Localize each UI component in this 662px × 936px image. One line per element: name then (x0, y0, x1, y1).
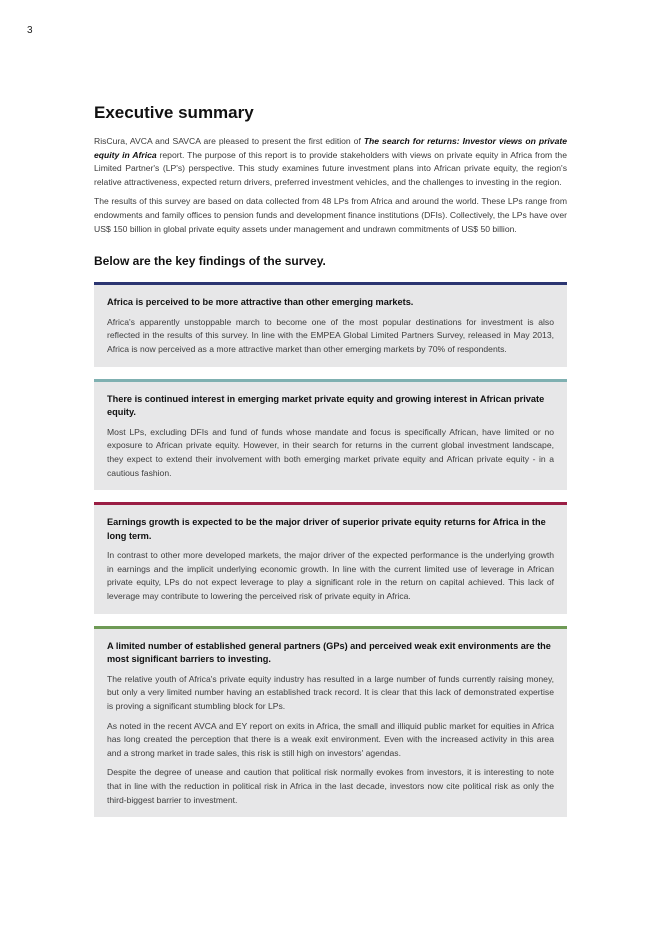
finding-paragraph: Africa's apparently unstoppable march to become one of the most popular destinations for investment is also reflected in the results of this survey. In line with the EMPEA Global Limited Partners Survey, released in May 2013, Africa is now perceived as a more attractive market than other emerging markets by 70% of respondents. (107, 316, 554, 354)
finding-title: There is continued interest in emerging market private equity and growing interest in African private equity. (107, 393, 545, 418)
finding-box-attractiveness (94, 282, 567, 366)
finding-title: Earnings growth is expected to be the major driver of superior private equity returns for Africa in the long term. (107, 517, 546, 541)
finding-title: A limited number of established general partners (GPs) and perceived weak exit environments are the most significant barriers to investing. (107, 640, 551, 665)
finding-paragraph: Most LPs, excluding DFIs and fund of funds whose mandate and focus is specifically African, have limited or no exposure to African private equity. However, in their search for returns in the current global investment landscape, they expect to extend their involvement with both emerging market private equity and African private equity - in a cautious fashion. (107, 426, 554, 478)
finding-paragraph: Despite the degree of unease and caution that political risk normally evokes from investors, it is interesting to note that in line with the reduction in political risk in Africa in the last decade, investors now cite political risk as only the third-biggest barrier to investment. (107, 767, 554, 805)
intro-paragraph-2: The results of this survey are based on data collected from 48 LPs from Africa and around the world. These LPs range from endowments and family offices to pension funds and development finance institutions (DFIs). Collectively, the LPs have over US$ 150 billion in global private equity assets under management and undrawn commitments of US$ 50 billion. (94, 196, 567, 234)
finding-paragraph: As noted in the recent AVCA and EY report on exits in Africa, the small and illiquid public market for equities in Africa has long created the perception that there is a weak exit environment. Even with the increased activity in this area and a strong market in trade sales, this risk is still high on investors' agendas. (107, 720, 554, 758)
finding-box-barriers (94, 626, 567, 818)
page-title: Executive summary (94, 103, 254, 122)
finding-box-emerging-interest (94, 379, 567, 491)
executive-summary (94, 103, 567, 829)
finding-title: Africa is perceived to be more attractive than other emerging markets. (107, 297, 414, 308)
intro-paragraph-1 (94, 135, 567, 189)
finding-box-earnings-growth (94, 502, 567, 614)
intro-text-end: report. The purpose of this report is to provide stakeholders with views on private equity in Africa from the Limited Partner's (LP's) perspective. This study examines future investment plans into African private equity, the region's relative attractiveness, expected return drivers, preferred investment vehicles, and the challenges to investing in the region. (94, 149, 567, 187)
findings-heading: Below are the key findings of the survey. (94, 254, 326, 269)
finding-paragraph: The relative youth of Africa's private equity industry has resulted in a large number of funds currently raising money, but only a very limited number having an established track record. It is clear that this lack of demonstrated expertise is proving a significant stumbling block for LPs. (107, 673, 554, 712)
report-title-emphasis: The search for returns: Investor views on private equity in Africa (94, 136, 567, 160)
finding-paragraph: In contrast to other more developed markets, the major driver of the expected performance is the underlying growth in earnings and the implicit underlying economic growth. In line with the current limited use of leverage in African private equity, LPs do not expect leverage to play a significant role in the return on capital achieved. This lack of leverage may contribute to lowering the perceived risk of private equity in Africa. (107, 550, 554, 602)
intro-text-start: RisCura, AVCA and SAVCA are pleased to present the first edition of (94, 136, 364, 146)
page-number: 3 (27, 25, 33, 36)
